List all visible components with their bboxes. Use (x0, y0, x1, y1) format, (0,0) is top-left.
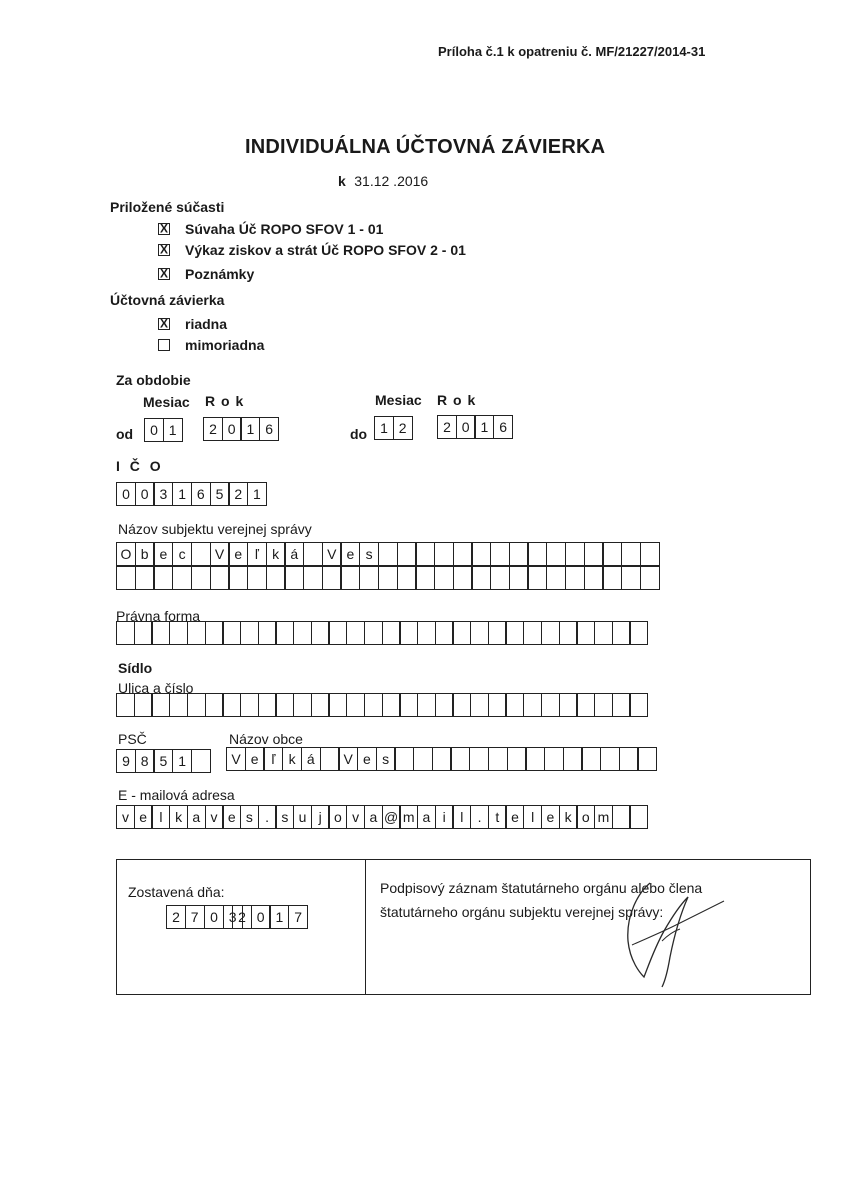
char-cell[interactable] (544, 747, 564, 771)
char-cell[interactable] (359, 566, 379, 590)
char-cell[interactable]: 0 (456, 415, 476, 439)
checkbox[interactable]: X (159, 316, 168, 331)
char-cell[interactable]: m (399, 805, 418, 829)
ico-field[interactable] (116, 482, 267, 506)
char-cell[interactable] (488, 747, 508, 771)
attachment-label: Výkaz ziskov a strát Úč ROPO SFOV 2 - 01 (185, 242, 466, 258)
char-cell[interactable] (469, 747, 489, 771)
char-cell[interactable] (293, 693, 312, 717)
char-cell[interactable] (311, 621, 330, 645)
char-cell[interactable] (488, 693, 507, 717)
address-heading: Sídlo (118, 660, 153, 676)
char-cell[interactable]: 1 (247, 482, 267, 506)
char-cell[interactable] (576, 693, 595, 717)
char-cell[interactable]: 1 (269, 905, 289, 929)
from-label: od (116, 426, 134, 442)
char-cell[interactable] (275, 693, 294, 717)
from-month-label: Mesiac (143, 394, 190, 410)
char-cell[interactable] (612, 693, 631, 717)
char-cell[interactable] (594, 621, 613, 645)
char-cell[interactable]: V (210, 542, 230, 566)
char-cell[interactable] (452, 693, 471, 717)
char-cell[interactable]: v (205, 805, 224, 829)
char-cell[interactable] (328, 693, 347, 717)
char-cell[interactable] (311, 693, 330, 717)
char-cell[interactable] (640, 566, 660, 590)
char-cell[interactable]: 2 (393, 416, 413, 440)
char-cell[interactable] (284, 566, 304, 590)
char-cell[interactable] (240, 621, 259, 645)
char-cell[interactable] (151, 621, 170, 645)
char-cell[interactable] (417, 693, 436, 717)
char-cell[interactable] (247, 566, 267, 590)
char-cell[interactable] (581, 747, 601, 771)
city-label: Názov obce (229, 731, 303, 747)
char-cell[interactable] (240, 693, 259, 717)
char-cell[interactable] (210, 566, 230, 590)
char-cell[interactable] (346, 621, 365, 645)
char-cell[interactable] (584, 566, 604, 590)
street-label: Ulica a číslo (118, 680, 194, 696)
char-cell[interactable] (382, 693, 401, 717)
char-cell[interactable] (584, 542, 604, 566)
attachment-label: Súvaha Úč ROPO SFOV 1 - 01 (185, 221, 384, 237)
as-of-prefix: k (338, 173, 346, 189)
char-cell[interactable]: @ (382, 805, 401, 829)
from-month-field[interactable] (144, 418, 183, 442)
char-cell[interactable] (364, 621, 383, 645)
char-cell[interactable]: 3 (223, 905, 243, 929)
char-cell[interactable]: e (228, 542, 248, 566)
char-cell[interactable] (600, 747, 620, 771)
email-field[interactable] (116, 805, 648, 829)
char-cell[interactable]: a (364, 805, 383, 829)
char-cell[interactable]: 1 (172, 749, 192, 773)
char-cell[interactable] (134, 621, 153, 645)
document-title: INDIVIDUÁLNA ÚČTOVNÁ ZÁVIERKA (245, 136, 606, 158)
char-cell[interactable]: i (435, 805, 454, 829)
char-cell[interactable] (470, 621, 489, 645)
char-cell[interactable] (205, 621, 224, 645)
char-cell[interactable]: V (338, 747, 358, 771)
char-cell[interactable]: 3 (153, 482, 173, 506)
char-cell[interactable]: . (258, 805, 277, 829)
char-cell[interactable] (116, 693, 135, 717)
char-cell[interactable]: j (311, 805, 330, 829)
char-cell[interactable]: 0 (251, 905, 271, 929)
option-label: mimoriadna (185, 337, 265, 353)
as-of-value: 31.12 .2016 (354, 173, 429, 189)
char-cell[interactable]: t (488, 805, 507, 829)
char-cell[interactable]: 2 (228, 482, 248, 506)
street-field[interactable] (116, 693, 648, 717)
char-cell[interactable]: u (293, 805, 312, 829)
email-label: E - mailová adresa (118, 787, 235, 803)
annex-note: Príloha č.1 k opatreniu č. MF/21227/2014-31 (438, 44, 706, 59)
char-cell[interactable] (490, 566, 510, 590)
char-cell[interactable] (413, 747, 433, 771)
char-cell[interactable]: . (470, 805, 489, 829)
char-cell[interactable] (435, 693, 454, 717)
char-cell[interactable]: 2 (437, 415, 457, 439)
char-cell[interactable] (151, 693, 170, 717)
char-cell[interactable] (293, 621, 312, 645)
char-cell[interactable] (394, 747, 414, 771)
char-cell[interactable]: k (282, 747, 302, 771)
char-cell[interactable] (640, 542, 660, 566)
char-cell[interactable]: l (151, 805, 170, 829)
char-cell[interactable] (169, 621, 188, 645)
char-cell[interactable] (629, 693, 648, 717)
char-cell[interactable] (525, 747, 545, 771)
as-of-date (338, 173, 428, 191)
char-cell[interactable] (399, 693, 418, 717)
entity-name-row-1[interactable] (116, 542, 660, 567)
char-cell[interactable] (488, 621, 507, 645)
compiled-day-field[interactable] (166, 905, 205, 929)
char-cell[interactable] (602, 542, 622, 566)
char-cell[interactable]: á (284, 542, 304, 566)
checkbox[interactable]: X (159, 266, 168, 281)
char-cell[interactable]: 1 (172, 482, 192, 506)
char-cell[interactable]: e (153, 542, 173, 566)
char-cell[interactable]: 5 (210, 482, 230, 506)
compiled-label: Zostavená dňa: (128, 884, 225, 900)
char-cell[interactable] (629, 805, 648, 829)
char-cell[interactable] (527, 566, 547, 590)
period-heading: Za obdobie (116, 372, 191, 388)
char-cell[interactable] (523, 621, 542, 645)
char-cell[interactable] (364, 693, 383, 717)
char-cell[interactable]: 0 (204, 905, 224, 929)
char-cell[interactable] (509, 542, 529, 566)
city-field[interactable] (226, 747, 657, 771)
legal-form-label: Právna forma (116, 608, 201, 624)
char-cell[interactable] (541, 621, 560, 645)
char-cell[interactable] (621, 542, 641, 566)
attachments-heading: Priložené súčasti (110, 199, 225, 215)
char-cell[interactable]: 1 (163, 418, 183, 442)
char-cell[interactable]: ľ (263, 747, 283, 771)
char-cell[interactable] (471, 566, 491, 590)
char-cell[interactable]: o (328, 805, 347, 829)
char-cell[interactable] (612, 621, 631, 645)
char-cell[interactable] (559, 693, 578, 717)
char-cell[interactable]: e (357, 747, 377, 771)
char-cell[interactable] (191, 542, 211, 566)
char-cell[interactable]: m (594, 805, 613, 829)
signature-text-line-2: štatutárneho orgánu subjektu verejnej správy: (380, 904, 664, 920)
char-cell[interactable] (527, 542, 547, 566)
char-cell[interactable]: a (187, 805, 206, 829)
char-cell[interactable] (505, 621, 524, 645)
psc-label: PSČ (118, 731, 147, 747)
char-cell[interactable] (191, 566, 211, 590)
char-cell[interactable] (602, 566, 622, 590)
char-cell[interactable] (378, 542, 398, 566)
char-cell[interactable] (435, 621, 454, 645)
char-cell[interactable] (415, 566, 435, 590)
to-year-label: R o k (437, 392, 477, 408)
char-cell[interactable] (470, 693, 489, 717)
char-cell[interactable] (222, 693, 241, 717)
char-cell[interactable] (116, 621, 135, 645)
char-cell[interactable] (629, 621, 648, 645)
char-cell[interactable]: v (116, 805, 135, 829)
char-cell[interactable]: 7 (185, 905, 205, 929)
char-cell[interactable] (266, 566, 286, 590)
char-cell[interactable] (275, 621, 294, 645)
char-cell[interactable] (172, 566, 192, 590)
char-cell[interactable] (116, 566, 136, 590)
char-cell[interactable] (471, 542, 491, 566)
char-cell[interactable] (258, 621, 277, 645)
psc-field[interactable] (116, 749, 211, 773)
to-label: do (350, 426, 368, 442)
attachment-notes[interactable] (158, 266, 254, 282)
char-cell[interactable] (559, 621, 578, 645)
char-cell[interactable] (191, 749, 211, 773)
char-cell[interactable] (169, 693, 188, 717)
checkbox[interactable] (158, 339, 170, 351)
checkbox[interactable]: X (159, 242, 168, 257)
char-cell[interactable]: v (346, 805, 365, 829)
attachment-income-statement[interactable] (158, 242, 466, 258)
char-cell[interactable]: 0 (116, 482, 136, 506)
to-month-field[interactable] (374, 416, 413, 440)
char-cell[interactable]: s (376, 747, 396, 771)
handwritten-signature (610, 875, 730, 990)
char-cell[interactable] (594, 693, 613, 717)
char-cell[interactable] (453, 542, 473, 566)
char-cell[interactable]: l (523, 805, 542, 829)
char-cell[interactable]: k (559, 805, 578, 829)
char-cell[interactable] (546, 542, 566, 566)
char-cell[interactable] (546, 566, 566, 590)
char-cell[interactable] (432, 747, 452, 771)
char-cell[interactable] (322, 566, 342, 590)
char-cell[interactable] (507, 747, 527, 771)
char-cell[interactable] (258, 693, 277, 717)
char-cell[interactable] (328, 621, 347, 645)
char-cell[interactable] (340, 566, 360, 590)
char-cell[interactable]: ľ (247, 542, 267, 566)
char-cell[interactable] (450, 747, 470, 771)
char-cell[interactable]: 1 (240, 417, 260, 441)
char-cell[interactable] (612, 805, 631, 829)
legal-form-field[interactable] (116, 621, 648, 645)
char-cell[interactable] (565, 542, 585, 566)
char-cell[interactable] (505, 693, 524, 717)
char-cell[interactable]: 2 (166, 905, 186, 929)
char-cell[interactable]: á (301, 747, 321, 771)
char-cell[interactable] (187, 693, 206, 717)
char-cell[interactable]: c (172, 542, 192, 566)
char-cell[interactable]: 8 (135, 749, 155, 773)
char-cell[interactable]: b (135, 542, 155, 566)
char-cell[interactable]: a (417, 805, 436, 829)
char-cell[interactable] (563, 747, 583, 771)
char-cell[interactable]: e (505, 805, 524, 829)
char-cell[interactable] (134, 693, 153, 717)
char-cell[interactable]: O (116, 542, 136, 566)
entity-name-row-2[interactable] (116, 566, 660, 590)
ico-label: I Č O (116, 458, 164, 474)
char-cell[interactable] (637, 747, 657, 771)
char-cell[interactable]: 2 (203, 417, 223, 441)
char-cell[interactable]: 6 (191, 482, 211, 506)
char-cell[interactable] (346, 693, 365, 717)
attachment-balance-sheet[interactable] (158, 221, 383, 237)
char-cell[interactable] (399, 621, 418, 645)
frame-divider (365, 859, 366, 995)
char-cell[interactable] (576, 621, 595, 645)
char-cell[interactable]: 6 (259, 417, 279, 441)
checkbox[interactable]: X (159, 221, 168, 236)
to-month-label: Mesiac (375, 392, 422, 408)
char-cell[interactable] (222, 621, 241, 645)
char-cell[interactable]: s (359, 542, 379, 566)
char-cell[interactable] (565, 566, 585, 590)
char-cell[interactable]: e (340, 542, 360, 566)
char-cell[interactable] (320, 747, 340, 771)
char-cell[interactable]: 5 (153, 749, 173, 773)
char-cell[interactable]: s (240, 805, 259, 829)
char-cell[interactable]: k (169, 805, 188, 829)
char-cell[interactable] (205, 693, 224, 717)
char-cell[interactable] (415, 542, 435, 566)
char-cell[interactable] (490, 542, 510, 566)
char-cell[interactable]: s (275, 805, 294, 829)
char-cell[interactable] (434, 542, 454, 566)
option-label: riadna (185, 316, 228, 332)
char-cell[interactable] (452, 621, 471, 645)
char-cell[interactable] (378, 566, 398, 590)
char-cell[interactable] (621, 566, 641, 590)
char-cell[interactable]: e (134, 805, 153, 829)
char-cell[interactable] (434, 566, 454, 590)
char-cell[interactable] (397, 542, 417, 566)
char-cell[interactable]: V (226, 747, 246, 771)
char-cell[interactable]: 0 (222, 417, 242, 441)
char-cell[interactable]: 0 (144, 418, 164, 442)
char-cell[interactable] (509, 566, 529, 590)
char-cell[interactable]: 1 (374, 416, 394, 440)
char-cell[interactable] (303, 566, 323, 590)
from-year-field[interactable] (203, 417, 279, 441)
char-cell[interactable]: 7 (288, 905, 308, 929)
char-cell[interactable]: o (576, 805, 595, 829)
attachment-label: Poznámky (185, 266, 255, 282)
char-cell[interactable]: e (222, 805, 241, 829)
char-cell[interactable] (382, 621, 401, 645)
statement-type-extraordinary[interactable] (158, 337, 264, 353)
compiled-year-field[interactable] (232, 905, 308, 929)
char-cell[interactable] (619, 747, 639, 771)
char-cell[interactable] (397, 566, 417, 590)
char-cell[interactable]: e (245, 747, 265, 771)
char-cell[interactable] (135, 566, 155, 590)
signature-text-line-1: Podpisový záznam štatutárneho orgánu alebo člena (380, 880, 703, 896)
entity-name-label: Názov subjektu verejnej správy (118, 521, 312, 537)
char-cell[interactable]: k (266, 542, 286, 566)
char-cell[interactable]: 9 (116, 749, 136, 773)
char-cell[interactable]: V (322, 542, 342, 566)
statement-type-regular[interactable] (158, 316, 227, 332)
char-cell[interactable] (303, 542, 323, 566)
char-cell[interactable] (541, 693, 560, 717)
from-year-label: R o k (205, 393, 245, 409)
char-cell[interactable] (153, 566, 173, 590)
statement-type-heading: Účtovná závierka (110, 292, 225, 308)
char-cell[interactable] (187, 621, 206, 645)
to-year-field[interactable] (437, 415, 513, 439)
char-cell[interactable] (228, 566, 248, 590)
char-cell[interactable] (523, 693, 542, 717)
char-cell[interactable]: l (452, 805, 471, 829)
char-cell[interactable] (453, 566, 473, 590)
char-cell[interactable]: e (541, 805, 560, 829)
char-cell[interactable]: 1 (474, 415, 494, 439)
char-cell[interactable]: 2 (232, 905, 252, 929)
char-cell[interactable] (417, 621, 436, 645)
char-cell[interactable]: 0 (135, 482, 155, 506)
char-cell[interactable]: 6 (493, 415, 513, 439)
